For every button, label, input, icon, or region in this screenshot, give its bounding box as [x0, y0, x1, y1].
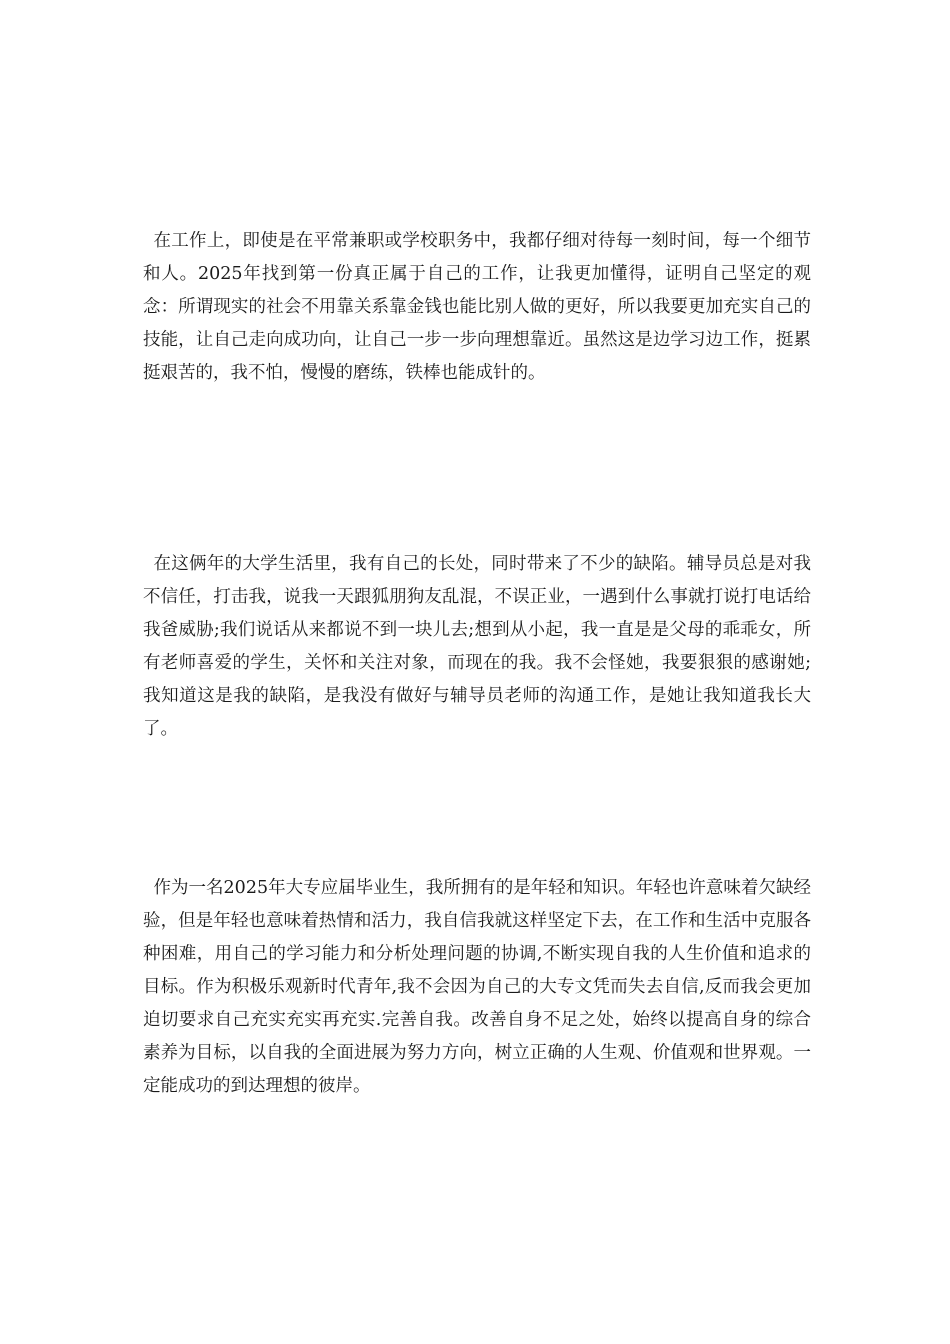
paragraph-work: 在工作上，即使是在平常兼职或学校职务中，我都仔细对待每一刻时间，每一个细节和人。2025年找到第一份真正属于自己的工作，让我更加懂得，证明自己坚定的观念：所谓现实的社会不用靠关系靠金钱也能比别人做的更好，所以我要更加充实自己的技能，让自己走向成功向，让自己一步一步向理想靠近。虽然这是边学习边工作，挺累挺艰苦的，我不怕，慢慢的磨练，铁棒也能成针的。 [143, 231, 811, 383]
paragraph-college-life: 在这俩年的大学生活里，我有自己的长处，同时带来了不少的缺陷。辅导员总是对我不信任，打击我，说我一天跟狐朋狗友乱混，不误正业，一遇到什么事就打说打电话给我爸威胁;我们说话从来都说不到一块儿去;想到从小起，我一直是是父母的乖乖女，所有老师喜爱的学生，关怀和关注对象，而现在的我。我不会怪她，我要狠狠的感谢她;我知道这是我的缺陷，是我没有做好与辅导员老师的沟通工作，是她让我知道我长大了。 [143, 554, 811, 739]
paragraph-graduate: 作为一名2025年大专应届毕业生，我所拥有的是年轻和知识。年轻也许意味着欠缺经验，但是年轻也意味着热情和活力，我自信我就这样坚定下去，在工作和生活中克服各种困难，用自己的学习能力和分析处理问题的协调,不断实现自我的人生价值和追求的目标。作为积极乐观新时代青年,我不会因为自己的大专文凭而失去自信,反而我会更加迫切要求自己充实充实再充实.完善自我。改善自身不足之处，始终以提高自身的综合素养为目标，以自我的全面进展为努力方向，树立正确的人生观、价值观和世界观。一定能成功的到达理想的彼岸。 [143, 878, 811, 1096]
